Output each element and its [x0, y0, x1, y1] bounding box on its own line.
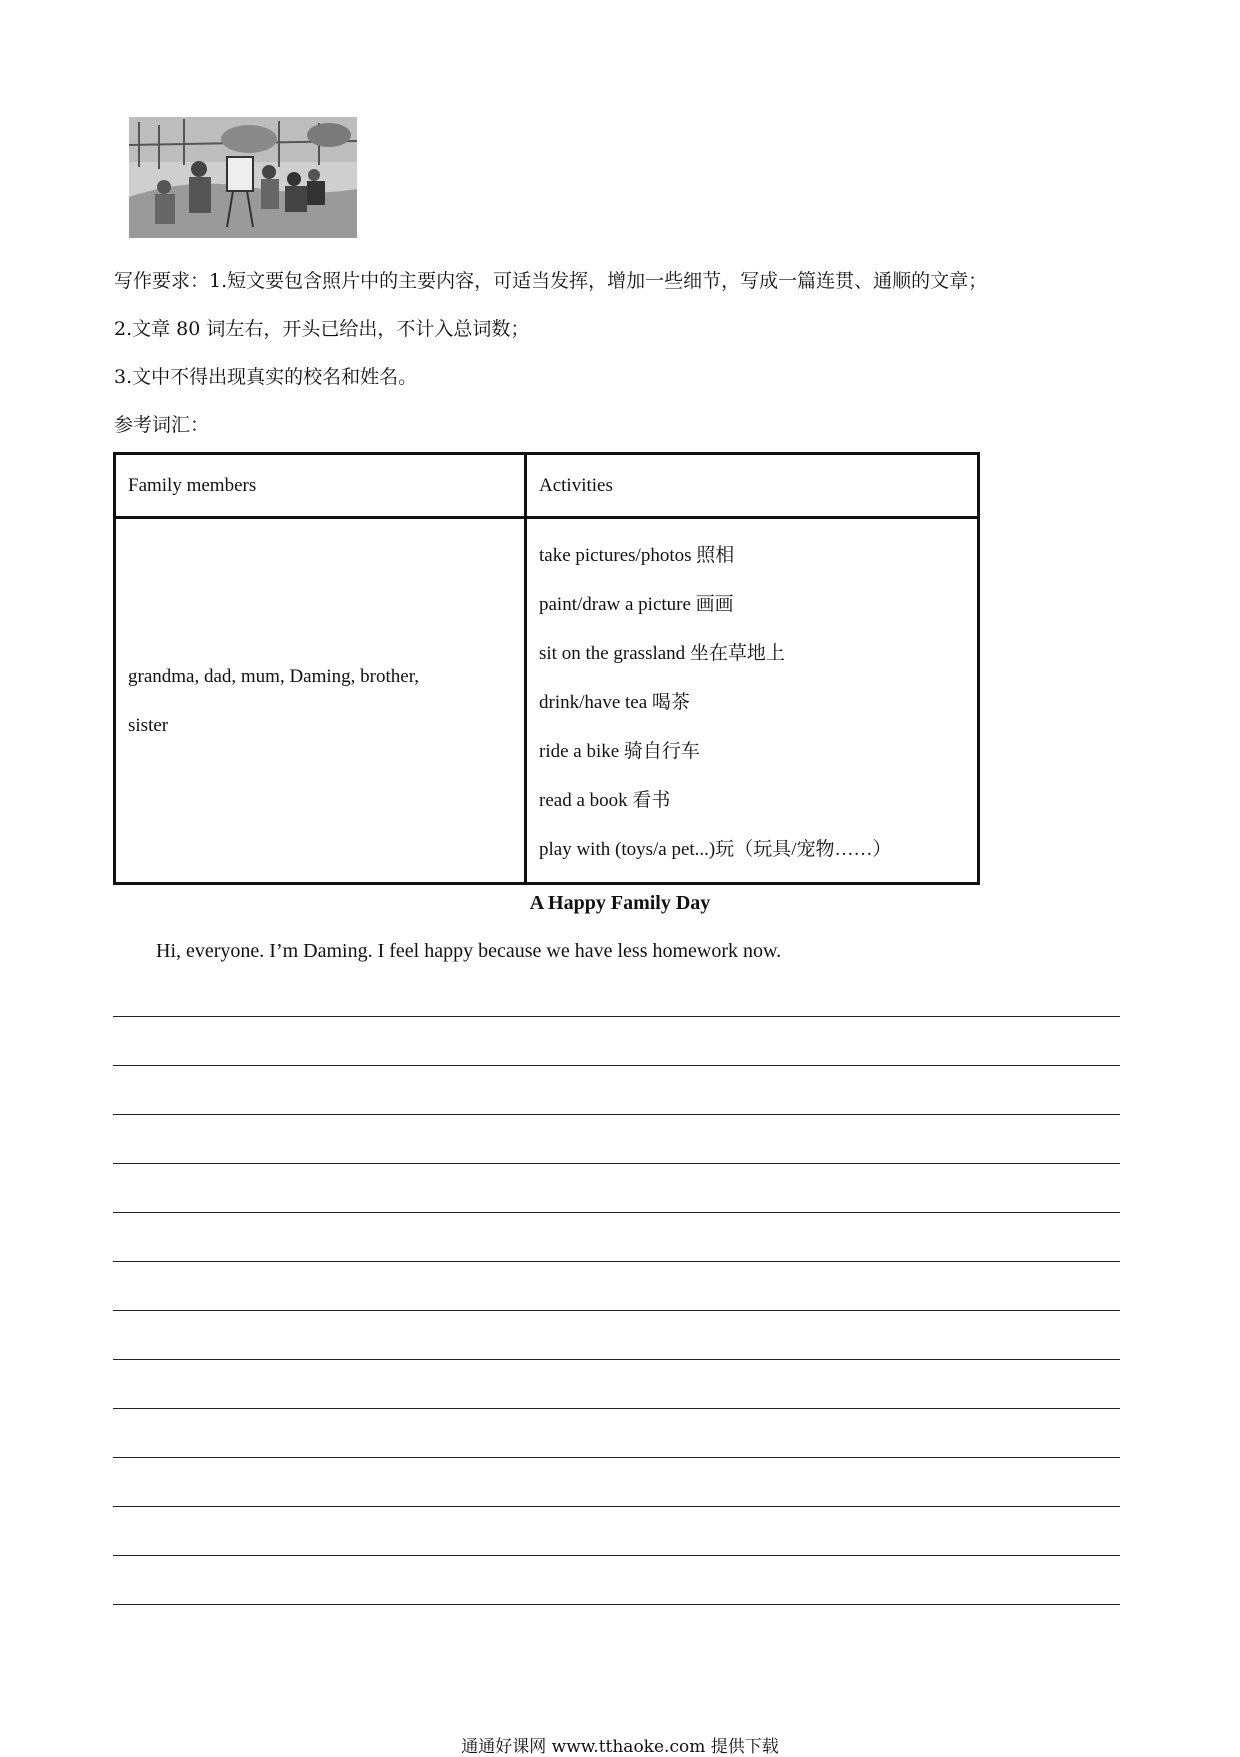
writing-line[interactable]	[113, 1261, 1120, 1262]
members-line-2: sister	[128, 714, 169, 736]
writing-line[interactable]	[113, 1604, 1120, 1605]
activity-item: drink/have tea 喝茶	[539, 692, 690, 713]
activity-item: take pictures/photos 照相	[539, 545, 735, 566]
writing-line[interactable]	[113, 1065, 1120, 1066]
members-line-1: grandma, dad, mum, Daming, brother,	[128, 665, 420, 687]
requirement-3: 3.文中不得出现真实的校名和姓名。	[114, 366, 418, 388]
writing-line[interactable]	[113, 1212, 1120, 1213]
writing-line[interactable]	[113, 1163, 1120, 1164]
writing-line[interactable]	[113, 1457, 1120, 1458]
writing-line[interactable]	[113, 1359, 1120, 1360]
table-header-row	[115, 454, 979, 518]
requirement-2: 2.文章 80 词左右，开头已给出，不计入总词数；	[114, 318, 530, 340]
writing-line[interactable]	[113, 1506, 1120, 1507]
activities-cell	[526, 518, 979, 884]
writing-line[interactable]	[113, 1408, 1120, 1409]
activity-item: paint/draw a picture 画画	[539, 594, 734, 615]
table-row	[115, 518, 979, 884]
park-family-photo-icon	[129, 117, 357, 238]
vocab-label: 参考词汇：	[114, 414, 210, 436]
essay-intro: Hi, everyone. I’m Daming. I feel happy because we have less homework now.	[156, 940, 782, 962]
vocab-table	[113, 452, 980, 885]
writing-line[interactable]	[113, 1114, 1120, 1115]
header-activities: Activities	[526, 454, 979, 518]
essay-title: A Happy Family Day	[529, 892, 711, 914]
activity-item: play with (toys/a pet...)玩（玩具/宠物……）	[539, 839, 892, 860]
header-family-members: Family members	[115, 454, 526, 518]
writing-line[interactable]	[113, 1555, 1120, 1556]
family-photo	[129, 117, 357, 238]
page-footer: 通通好课网 www.tthaoke.com 提供下载	[461, 1737, 779, 1757]
requirement-1: 写作要求：1.短文要包含照片中的主要内容，可适当发挥，增加一些细节，写成一篇连贯、通顺的文章；	[114, 270, 988, 292]
activity-item: read a book 看书	[539, 790, 671, 811]
writing-line[interactable]	[113, 1310, 1120, 1311]
activity-item: ride a bike 骑自行车	[539, 741, 700, 762]
writing-line[interactable]	[113, 1016, 1120, 1017]
activity-item: sit on the grassland 坐在草地上	[539, 643, 785, 664]
members-cell	[115, 518, 526, 884]
